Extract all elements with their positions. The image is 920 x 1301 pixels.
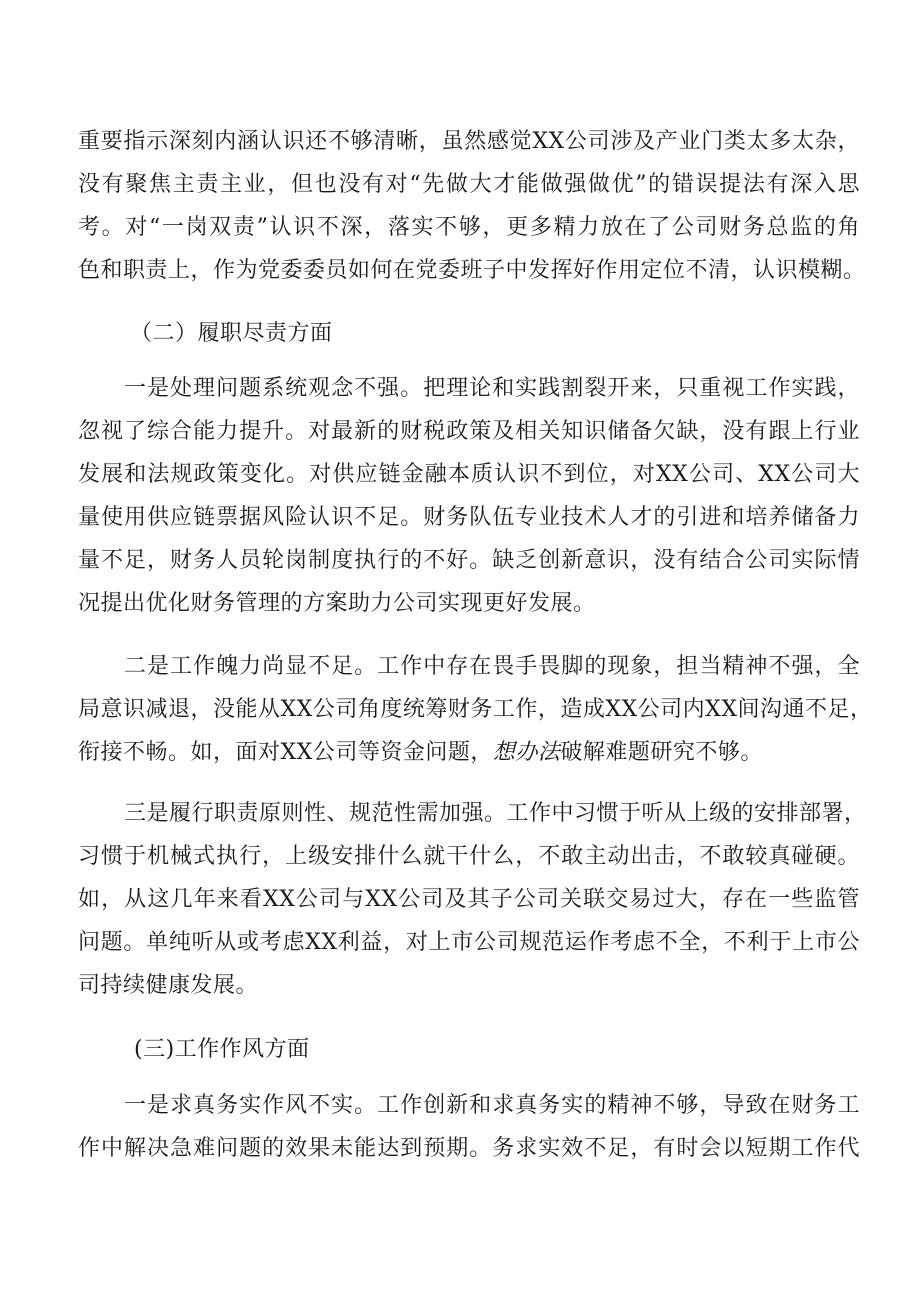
para1-line-1: 重要指示深刻内涵认识还不够清晰，虽然感觉XX公司涉及产业门类太多太杂， — [78, 129, 860, 154]
para5-line-2: 作中解决急难问题的效果未能达到预期。务求实效不足，有时会以短期工作代 — [78, 1136, 860, 1161]
para2-line-3: 发展和法规政策变化。对供应链金融本质认识不到位，对XX公司、XX公司大 — [78, 462, 860, 487]
section-heading-3: (三)工作作风方面 — [134, 1037, 310, 1062]
para4-line-4: 问题。单纯听从或考虑XX利益，对上市公司规范运作考虑不全，不利于上市公 — [78, 930, 860, 955]
para1-line-3: 考。对“一岗双责”认识不深，落实不够，更多精力放在了公司财务总监的角 — [78, 215, 860, 240]
para4-line-5: 司持续健康发展。 — [78, 973, 259, 998]
para3-line-3-after: 破解难题研究不够。 — [560, 740, 763, 765]
para2-line-6: 况提出优化财务管理的方案助力公司实现更好发展。 — [78, 591, 596, 616]
para3-line-1: 二是工作魄力尚显不足。工作中存在畏手畏脚的现象，担当精神不强，全 — [124, 654, 860, 679]
para3-line-3 — [78, 739, 860, 767]
para3-line-3-before: 衔接不畅。如，面对XX公司等资金问题， — [78, 740, 493, 765]
para2-line-1: 一是处理问题系统观念不强。把理论和实践割裂开来，只重视工作实践， — [124, 376, 860, 401]
para4-line-2: 习惯于机械式执行，上级安排什么就干什么，不敢主动出击，不敢较真碰硬。 — [78, 844, 860, 869]
para1-line-2: 没有聚焦主责主业，但也没有对“先做大才能做强做优”的错误提法有深入思 — [78, 172, 860, 197]
para1-line-4: 色和职责上，作为党委委员如何在党委班子中发挥好作用定位不清，认识模糊。 — [78, 258, 866, 283]
para2-line-5: 量不足，财务人员轮岗制度执行的不好。缺乏创新意识，没有结合公司实际情 — [78, 548, 860, 573]
section-heading-2: （二）履职尽责方面 — [130, 321, 333, 346]
para4-line-1: 三是履行职责原则性、规范性需加强。工作中习惯于听从上级的安排部署， — [124, 801, 867, 826]
para3-line-3-italic: 想办法 — [492, 740, 561, 765]
para5-line-1: 一是求真务实作风不实。工作创新和求真务实的精神不够，导致在财务工 — [124, 1093, 860, 1118]
para4-line-3: 如，从这几年来看XX公司与XX公司及其子公司关联交易过大，存在一些监管 — [78, 887, 860, 912]
para2-line-2: 忽视了综合能力提升。对最新的财税政策及相关知识储备欠缺，没有跟上行业 — [78, 419, 860, 444]
para3-line-2: 局意识减退，没能从XX公司角度统筹财务工作，造成XX公司内XX间沟通不足， — [78, 697, 873, 722]
para2-line-4: 量使用供应链票据风险认识不足。财务队伍专业技术人才的引进和培养储备力 — [78, 505, 860, 530]
